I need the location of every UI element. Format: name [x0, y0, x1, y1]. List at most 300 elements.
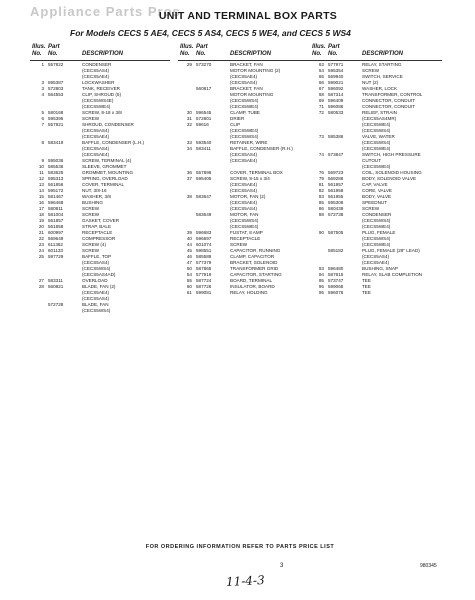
part-number: 595387: [48, 80, 64, 85]
part-number: 577919: [196, 272, 212, 277]
part-description: GASKET, COVER: [82, 218, 120, 223]
header-no: No.: [180, 51, 190, 57]
part-number: 593540: [196, 140, 212, 145]
illus-number: 74: [318, 152, 324, 157]
illus-number: 40: [186, 236, 192, 241]
illus-number: 65: [318, 74, 324, 79]
part-description: NUT, 3/8-16: [82, 188, 107, 193]
part-description: (CECS5AE4): [230, 182, 258, 187]
handwritten-note: 11-4-3: [225, 572, 265, 590]
illus-number: 36: [186, 170, 192, 175]
part-description: (CECS5AS4): [230, 188, 258, 193]
part-description: (CECS5WE4): [230, 224, 259, 229]
illus-number: 11: [39, 170, 44, 175]
part-number: 595172: [48, 188, 64, 193]
parts-column-3: [310, 44, 442, 296]
part-description: (CECS5WE4): [362, 242, 391, 247]
part-description: COIL, SOLENOID HOUSING: [362, 170, 422, 175]
illus-number: 90: [318, 230, 324, 235]
part-description: VALVE, WATER: [362, 134, 395, 139]
part-number: 596683: [196, 230, 212, 235]
part-number: 583411: [196, 146, 211, 151]
part-description: BAFFLE, CONDENSER (R.H.): [230, 146, 293, 151]
header-description: DESCRIPTION: [362, 51, 404, 57]
illus-number: 85: [318, 200, 324, 205]
part-description: CAP, VALVE: [362, 182, 388, 187]
part-number: 585182: [328, 248, 344, 253]
part-description: SCREW (4): [82, 242, 106, 247]
illus-number: 66: [318, 80, 324, 85]
part-number: 572803: [48, 86, 64, 91]
part-description: PLUG, FEMALE: [362, 230, 396, 235]
part-description: CORE, VALVE: [362, 188, 392, 193]
part-row: [310, 290, 442, 296]
part-number: 587724: [196, 278, 212, 283]
illus-number: 14: [38, 188, 44, 193]
part-description: OVERLOAD: [82, 278, 108, 283]
part-description: RELAY, STARTING: [362, 62, 402, 67]
part-description: CLIP: [230, 122, 241, 127]
illus-number: 4: [41, 92, 44, 97]
part-description: SCREW: [362, 206, 380, 211]
part-description: BLADE, FAN (2): [82, 284, 116, 289]
part-description: GROMMET, MOUNTING: [82, 170, 134, 175]
part-description: (CECS5AE4): [82, 152, 110, 157]
part-number: 599021: [328, 80, 344, 85]
part-description: (CECS5AS4): [82, 146, 110, 151]
part-number: 557896: [196, 170, 212, 175]
part-description: LOCKWASHER: [82, 80, 115, 85]
illus-number: 13: [38, 182, 44, 187]
part-description: BUSHING: [82, 200, 103, 205]
part-description: (CECS5AE4): [82, 134, 110, 139]
part-description: BLADE, FAN: [82, 302, 109, 307]
illus-number: 67: [318, 86, 324, 91]
part-description: COVER, TERMINAL: [82, 182, 125, 187]
illus-number: 61: [186, 290, 192, 295]
illus-number: 7: [41, 122, 44, 127]
part-number: 573270: [196, 62, 212, 67]
header-no2: No.: [328, 51, 338, 57]
part-description: (CECS5WE4): [362, 122, 391, 127]
page-title: UNIT AND TERMINAL BOX PARTS: [158, 10, 338, 22]
illus-number: 30: [186, 110, 192, 115]
illus-number: 17: [38, 206, 44, 211]
illus-number: 95: [318, 284, 324, 289]
part-number: 596092: [328, 86, 344, 91]
part-description: COMPRESSOR: [82, 236, 116, 241]
illus-number: 64: [318, 68, 324, 73]
part-description: SCREW, 8-15 x 3/4: [230, 176, 270, 181]
part-description: NUT (2): [362, 80, 379, 85]
part-description: (CECS5WE4): [230, 128, 259, 133]
illus-number: 88: [318, 212, 324, 217]
part-number: 600997: [48, 230, 64, 235]
part-number: 598551: [196, 248, 212, 253]
part-number: 561856: [48, 182, 64, 187]
part-description: SPRING, OVERLOAD: [82, 176, 128, 181]
illus-number: 50: [186, 266, 192, 271]
part-description: CAPACITOR, RUNNING: [230, 248, 281, 253]
header-illus: Illus.: [180, 44, 194, 50]
part-number: 595354: [328, 68, 344, 73]
part-number: 595395: [48, 116, 64, 121]
illus-number: 27: [38, 278, 44, 283]
part-number: 611362: [48, 242, 63, 247]
part-number: 564553: [48, 92, 64, 97]
illus-number: 32: [186, 122, 192, 127]
part-description: SCREW: [362, 68, 380, 73]
part-description: SWITCH, SERVICE: [362, 74, 403, 79]
part-number: 583419: [48, 140, 64, 145]
part-description: (CECS5WE4): [362, 224, 391, 229]
header-part: Part: [196, 44, 208, 50]
illus-number: 8: [41, 140, 44, 145]
part-description: BAFFLE, TOP: [82, 254, 112, 259]
part-description: (CECS5AS4): [82, 296, 110, 301]
part-description: SCREW: [82, 212, 100, 217]
part-description: STRAP, BALE: [82, 224, 112, 229]
part-number: 569940: [328, 74, 344, 79]
part-number: 577379: [196, 260, 212, 265]
illus-number: 29: [186, 62, 192, 67]
illus-number: 19: [38, 218, 44, 223]
part-number: 583649: [196, 212, 212, 217]
part-description: BUSHING, SNAP: [362, 266, 398, 271]
header-no2: No.: [48, 51, 58, 57]
part-description: BAFFLE, CONDENSER (L.H.): [82, 140, 145, 145]
header-no2: No.: [196, 51, 206, 57]
part-number: 587615: [328, 272, 344, 277]
part-number: 587726: [196, 284, 212, 289]
illus-number: 73: [318, 134, 324, 139]
part-number: 596545: [196, 110, 212, 115]
illus-number: 55: [186, 278, 192, 283]
header-no: No.: [32, 51, 42, 57]
part-description: TEE: [362, 278, 371, 283]
part-number: 581004: [48, 212, 64, 217]
part-number: 560821: [48, 284, 64, 289]
part-number: 569649: [48, 236, 64, 241]
part-description: (CECS5WS4): [82, 266, 111, 271]
illus-number: 38: [186, 194, 192, 199]
illus-number: 39: [186, 230, 192, 235]
part-description: (CECS5WE4): [82, 104, 111, 109]
part-description: TRANSFORMER, CONTROL: [362, 92, 423, 97]
part-description: BRACKET, FAN: [230, 86, 263, 91]
rows: [178, 62, 310, 296]
part-number: 585589: [196, 254, 212, 259]
part-description: (CECS5WS4): [362, 236, 391, 241]
header-description: DESCRIPTION: [230, 51, 272, 57]
part-number: 597729: [48, 254, 64, 259]
part-description: (CECS5AS4): [82, 128, 110, 133]
part-description: (CECS5AE4): [230, 74, 258, 79]
part-description: CUTOUT: [362, 158, 382, 163]
illus-number: 93: [318, 266, 324, 271]
part-number: 569723: [328, 170, 344, 175]
rows: [310, 62, 442, 296]
part-description: BRACKET, SOLENOID: [230, 260, 278, 265]
part-description: (CECS5AS4): [82, 260, 110, 265]
part-number: 585536: [48, 164, 64, 169]
part-description: (CECS5AE4): [230, 200, 258, 205]
illus-number: 16: [38, 200, 44, 205]
part-description: (CECS5WS4): [362, 128, 391, 133]
part-row: [178, 290, 310, 296]
part-description: SCREW: [82, 248, 100, 253]
illus-number: 71: [318, 104, 324, 109]
column-header: [310, 44, 442, 62]
part-number: 557821: [48, 122, 64, 127]
part-description: MOTOR, FAN (2): [230, 194, 266, 199]
part-number: 587505: [328, 230, 344, 235]
document-code: 980345: [420, 563, 437, 569]
part-description: WASHER, 3/8: [82, 194, 111, 199]
part-number: 595405: [196, 176, 212, 181]
part-number: 580439: [328, 206, 344, 211]
part-number: 583311: [48, 278, 63, 283]
part-description: (CECS5AS4): [230, 80, 258, 85]
illus-number: 79: [318, 176, 324, 181]
illus-number: 22: [38, 236, 44, 241]
part-number: 561955: [328, 194, 344, 199]
part-description: RELAY, HOLDING: [230, 290, 268, 295]
part-number: 585386: [328, 134, 344, 139]
part-number: 587865: [196, 266, 212, 271]
illus-number: 23: [38, 242, 44, 247]
illus-number: 86: [318, 206, 324, 211]
part-description: SCREW: [82, 116, 100, 121]
part-description: (CECS5WE4): [362, 164, 391, 169]
part-description: TRANSFORMER GRID: [230, 266, 279, 271]
part-number: 587314: [328, 92, 344, 97]
part-number: 596409: [328, 98, 344, 103]
header-illus: Illus.: [32, 44, 46, 50]
part-description: (CECS5AS4): [82, 68, 110, 73]
part-number: 596086: [328, 104, 344, 109]
header-rule: [178, 60, 310, 61]
part-description: BODY, SOLENOID VALVE: [362, 176, 417, 181]
part-description: SLEEVE, GROMMET: [82, 164, 127, 169]
part-description: SCREW: [82, 206, 100, 211]
illus-number: 20: [38, 224, 44, 229]
illus-number: 15: [38, 194, 44, 199]
part-description: PLUG, FEMALE (29" LEAD): [362, 248, 420, 253]
illus-number: 28: [38, 284, 44, 289]
part-number: 573847: [328, 152, 344, 157]
illus-number: 25: [38, 254, 44, 259]
part-number: 601133: [48, 248, 63, 253]
part-description: (CECS5WS4): [230, 98, 259, 103]
part-description: CONNECTOR, CONDUIT: [362, 98, 415, 103]
illus-number: 18: [38, 212, 44, 217]
part-number: 595036: [48, 158, 64, 163]
page-number: 3: [280, 563, 284, 569]
part-description: SCREW, TERMINAL (4): [82, 158, 132, 163]
part-number: 560817: [196, 86, 212, 91]
part-number: 583625: [48, 170, 64, 175]
illus-number: 12: [38, 176, 44, 181]
part-description: (CECS5WS4): [230, 218, 259, 223]
illus-number: 54: [186, 272, 192, 277]
part-description: CAPACITOR, STARTING: [230, 272, 282, 277]
illus-number: 10: [38, 164, 44, 169]
part-number: 580168: [48, 110, 64, 115]
part-description: DRIER: [230, 116, 245, 121]
part-description: INSULATOR, BOARD: [230, 284, 275, 289]
part-description: (CECS5WE4): [230, 104, 259, 109]
part-description: SCREW: [230, 242, 248, 247]
illus-number: 37: [186, 176, 192, 181]
part-description: SCREW, 8-18 x 3/8: [82, 110, 122, 115]
illus-number: 76: [318, 170, 324, 175]
header-rule: [30, 60, 170, 61]
part-description: (CECS5WS4): [362, 218, 391, 223]
part-description: CONDENSER: [82, 62, 112, 67]
part-description: (CECS5AS4AD): [82, 272, 116, 277]
header-description: DESCRIPTION: [82, 51, 124, 57]
ordering-note: FOR ORDERING INFORMATION REFER TO PARTS PRICE LIST: [145, 544, 335, 550]
part-number: 601074: [196, 242, 212, 247]
part-description: CLIP, SHROUD (5): [82, 92, 121, 97]
illus-number: 72: [318, 110, 324, 115]
illus-number: 44: [186, 242, 192, 247]
part-row: [30, 308, 170, 314]
part-description: (CECS5WS4): [362, 140, 391, 145]
illus-number: 9: [41, 158, 44, 163]
parts-column-2: [178, 44, 310, 296]
part-number: 595308: [328, 200, 344, 205]
illus-number: 31: [186, 116, 192, 121]
parts-column-1: [30, 44, 170, 314]
part-number: 599081: [196, 290, 212, 295]
column-header: [178, 44, 310, 62]
part-number: 59616: [196, 122, 209, 127]
illus-number: 34: [186, 146, 192, 151]
illus-number: 3: [41, 86, 44, 91]
part-number: 557822: [48, 62, 64, 67]
part-number: 569288: [328, 176, 344, 181]
illus-number: 68: [318, 92, 324, 97]
part-description: RELAY, SLAB COMPLETION: [362, 272, 423, 277]
part-description: MOTOR MOUNTING: [230, 92, 274, 97]
illus-number: 24: [38, 248, 44, 253]
part-description: (CECS5WE4): [362, 146, 391, 151]
part-description: RECEPTACLE: [82, 230, 113, 235]
part-number: 581467: [48, 194, 64, 199]
illus-number: 6: [41, 116, 44, 121]
illus-number: 33: [186, 140, 192, 145]
part-description: (CECS5WS4E): [82, 98, 114, 103]
part-description: MOTOR, FAN: [230, 212, 259, 217]
illus-number: 60: [186, 284, 192, 289]
part-number: 561958: [328, 188, 344, 193]
part-description: COVER, TERMINAL BOX: [230, 170, 283, 175]
header-illus: Illus.: [312, 44, 326, 50]
part-description: (CECS5AS4): [230, 152, 258, 157]
part-number: 596468: [48, 200, 64, 205]
part-description: (CECS5AS4): [230, 206, 258, 211]
part-description: TEE: [362, 284, 371, 289]
part-description: (CECS5AE4): [230, 158, 258, 163]
part-description: BOARD, TERMINAL: [230, 278, 273, 283]
illus-number: 81: [318, 182, 324, 187]
part-number: 577971: [328, 62, 344, 67]
part-description: SPEEDNUT: [362, 200, 388, 205]
part-description: SWITCH, HIGH PRESSURE: [362, 152, 421, 157]
part-number: 580533: [328, 110, 344, 115]
part-description: (CECS5AS4MR): [362, 116, 397, 121]
header-no: No.: [312, 51, 322, 57]
part-description: CLAMP, CAPACITOR: [230, 254, 275, 259]
part-number: 596697: [196, 236, 212, 241]
part-number: 561957: [328, 182, 344, 187]
part-number: 573747: [328, 278, 344, 283]
part-description: SHROUD, CONDENSER: [82, 122, 134, 127]
part-number: 596076: [328, 290, 344, 295]
part-description: (CECS5AE4): [362, 260, 390, 265]
illus-number: 3: [41, 80, 44, 85]
illus-number: 83: [318, 194, 324, 199]
part-description: CLAMP, TUBE: [230, 110, 260, 115]
part-description: (CECS5AE4): [82, 290, 110, 295]
header-part: Part: [328, 44, 340, 50]
part-description: MOTOR MOUNTING (2): [230, 68, 281, 73]
illus-number: 95: [318, 290, 324, 295]
part-description: RETAINER, WIRE: [230, 140, 268, 145]
part-description: RECEPTACLE: [230, 236, 261, 241]
header-rule: [310, 60, 442, 61]
illus-number: 21: [38, 230, 44, 235]
part-description: TANK, RECEIVER: [82, 86, 120, 91]
illus-number: 82: [318, 188, 324, 193]
illus-number: 95: [318, 278, 324, 283]
part-description: RELIEF, STRAIN: [362, 110, 397, 115]
part-number: 580811: [48, 206, 63, 211]
illus-number: 94: [318, 272, 324, 277]
part-number: 572801: [196, 116, 212, 121]
part-number: 572728: [48, 302, 64, 307]
part-number: 583647: [196, 194, 212, 199]
part-description: WASHER, LOCK: [362, 86, 398, 91]
part-number: 599068: [328, 284, 344, 289]
part-description: (CECS5AE4): [82, 74, 110, 79]
illus-number: 46: [186, 254, 192, 259]
part-number: 595313: [48, 176, 64, 181]
watermark: Appliance Parts Pros: [30, 4, 181, 19]
part-description: (CECS5WS4): [82, 308, 111, 313]
part-description: CONNECTOR, CONDUIT: [362, 104, 415, 109]
part-number: 561858: [48, 224, 64, 229]
column-header: [30, 44, 170, 62]
part-number: 561857: [48, 218, 64, 223]
part-number: 596480: [328, 266, 344, 271]
illus-number: 1: [41, 62, 44, 67]
part-description: (CECS5AS4): [362, 254, 390, 259]
part-description: FUSTAT, 8 AMP: [230, 230, 263, 235]
illus-number: 5: [41, 110, 44, 115]
rows: [30, 62, 170, 314]
illus-number: 47: [186, 260, 192, 265]
part-description: (CECS5WS4): [230, 134, 259, 139]
part-number: 572738: [328, 212, 344, 217]
illus-number: 63: [318, 62, 324, 67]
illus-number: 45: [186, 248, 192, 253]
part-description: BODY, VALVE: [362, 194, 392, 199]
part-description: TEE: [362, 290, 371, 295]
models-subtitle: For Models CECS 5 AE4, CECS 5 AS4, CECS 5 WE4, and CECS 5 WS4: [70, 28, 351, 38]
